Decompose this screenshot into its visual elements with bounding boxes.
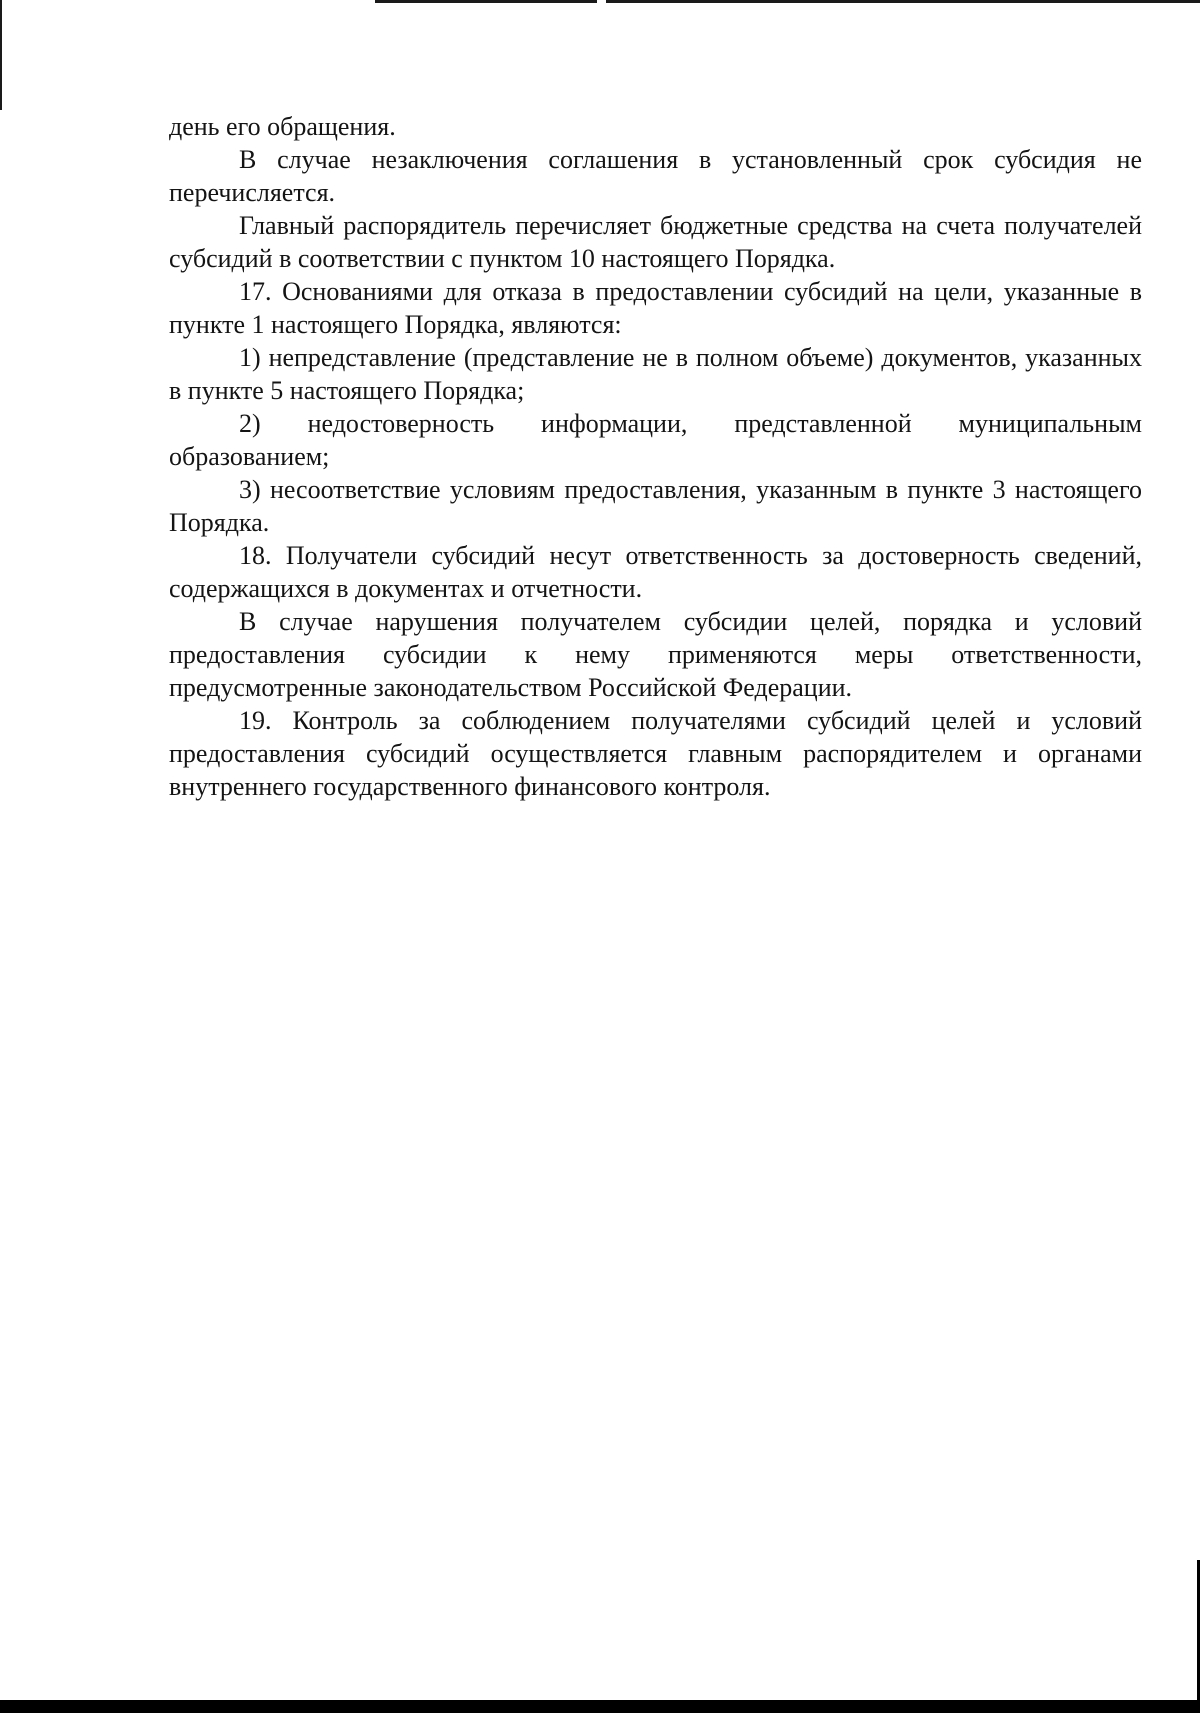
paragraph-item-19: 19. Контроль за соблюдением получателями субсидий целей и условий предоставления субсидий осуществляется главным распорядителем и органами внутреннего государственного финансового контроля. xyxy=(169,706,1142,801)
paragraph-agreement-not-concluded: В случае незаключения соглашения в установленный срок субсидия не перечисляется. xyxy=(169,145,1142,207)
paragraph-violation-liability: В случае нарушения получателем субсидии целей, порядка и условий предоставления субсидии к нему применяются меры ответственности, предусмотренные законодательством Российской Федерации. xyxy=(169,607,1142,702)
paragraph-item-17-3: 3) несоответствие условиям предоставления, указанным в пункте 3 настоящего Порядка. xyxy=(169,475,1142,537)
scan-edge-top-left xyxy=(375,0,597,3)
scan-edge-bottom xyxy=(0,1700,1200,1713)
paragraph-item-17: 17. Основаниями для отказа в предоставлении субсидий на цели, указанные в пункте 1 настоящего Порядка, являются: xyxy=(169,277,1142,339)
paragraph-item-17-1: 1) непредставление (представление не в полном объеме) документов, указанных в пункте 5 настоящего Порядка; xyxy=(169,343,1142,405)
paragraph-continuation: день его обращения. xyxy=(169,112,396,141)
scan-edge-top-right xyxy=(606,0,1200,3)
scan-edge-left xyxy=(0,0,2,110)
document-page xyxy=(169,110,1142,803)
paragraph-item-17-2: 2) недостоверность информации, представленной муниципальным образованием; xyxy=(169,409,1142,471)
paragraph-funds-transfer: Главный распорядитель перечисляет бюджетные средства на счета получателей субсидий в соответствии с пунктом 10 настоящего Порядка. xyxy=(169,211,1142,273)
paragraph-item-18: 18. Получатели субсидий несут ответственность за достоверность сведений, содержащихся в документах и отчетности. xyxy=(169,541,1142,603)
